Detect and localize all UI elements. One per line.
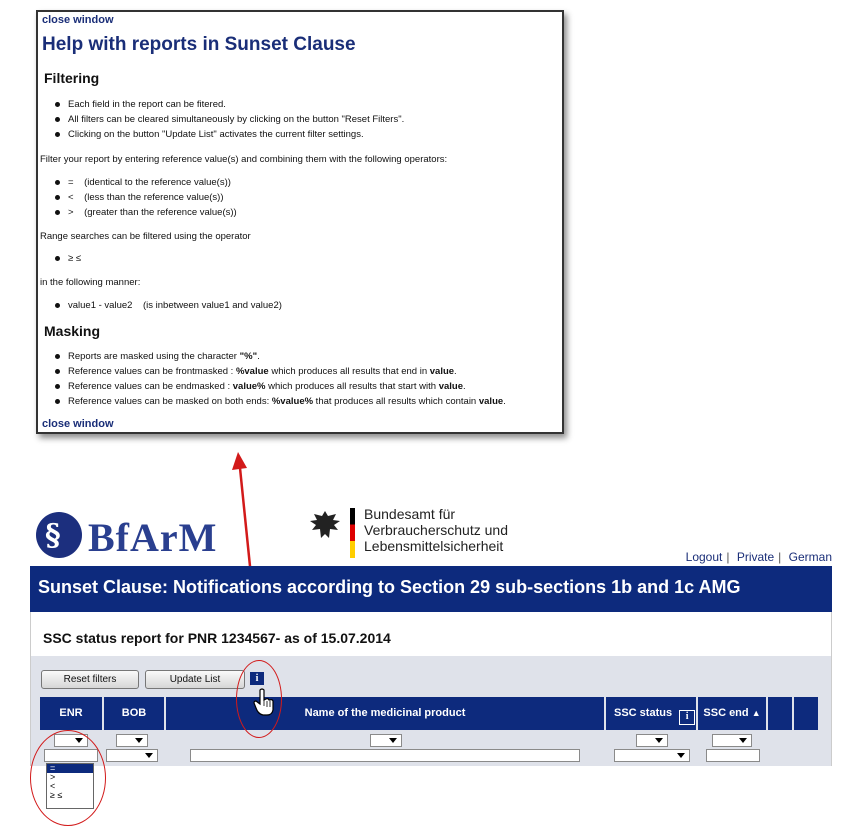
- masking-heading: Masking: [44, 323, 101, 339]
- operator-option[interactable]: =: [47, 764, 93, 773]
- logout-link[interactable]: Logout: [685, 550, 723, 564]
- ministry-logo: [308, 506, 548, 562]
- report-subtitle: SSC status report for PNR 1234567- as of 15.07.2014: [30, 612, 832, 656]
- filtering-item: Clicking on the button "Update List" activates the current filter settings.: [68, 129, 364, 140]
- range-example-item: value1 - value2 (is inbetween value1 and value2): [68, 300, 282, 311]
- private-link[interactable]: Private: [736, 550, 775, 564]
- info-icon[interactable]: i: [250, 672, 264, 685]
- masking-item: Reports are masked using the character "%".: [68, 351, 260, 362]
- operator-option[interactable]: >: [50, 772, 56, 782]
- help-title: Help with reports in Sunset Clause: [42, 34, 356, 55]
- masking-item: Reference values can be endmasked : value% which produces all results that start with value.: [68, 381, 466, 392]
- status-filter-dropdown[interactable]: [636, 734, 668, 747]
- manner-intro: in the following manner:: [40, 277, 141, 288]
- close-window-link-bottom[interactable]: close window: [42, 418, 114, 430]
- column-header-extra-2: [794, 697, 820, 730]
- masking-item: Reference values can be frontmasked : %value which produces all results that end in value.: [68, 366, 457, 377]
- masking-item: Reference values can be masked on both ends: %value% that produces all results which contain value.: [68, 396, 506, 407]
- end-filter-dropdown[interactable]: [712, 734, 752, 747]
- operator-option[interactable]: ≥ ≤: [50, 790, 63, 800]
- operator-item: > (greater than the reference value(s)): [68, 207, 237, 218]
- filtering-heading: Filtering: [44, 70, 100, 86]
- top-links: Logout | Private | German: [685, 550, 832, 564]
- column-header-bob[interactable]: BOB: [104, 697, 166, 730]
- bob-value-dropdown[interactable]: [106, 749, 158, 762]
- filtering-item: All filters can be cleared simultaneously by clicking on the button "Reset Filters".: [68, 114, 405, 125]
- operators-intro: Filter your report by entering reference value(s) and combining them with the following operators:: [40, 154, 448, 165]
- dropdown-callout-ellipse: [30, 730, 106, 826]
- column-header-extra-1: [768, 697, 794, 730]
- column-header-enr[interactable]: ENR: [40, 697, 104, 730]
- column-header-ssc-status[interactable]: SSC status i: [606, 697, 698, 730]
- flag-bar: [350, 508, 355, 558]
- operator-item: = (identical to the reference value(s)): [68, 177, 231, 188]
- ministry-name: Bundesamt für Verbraucherschutz und Lebensmittelsicherheit: [364, 506, 508, 554]
- status-value-dropdown[interactable]: [614, 749, 690, 762]
- eagle-icon: [308, 508, 342, 542]
- column-header-name[interactable]: Name of the medicinal product: [166, 697, 606, 730]
- range-intro: Range searches can be filtered using the operator: [40, 231, 251, 242]
- close-window-link-top[interactable]: close window: [42, 14, 114, 26]
- end-filter-input[interactable]: [706, 749, 760, 762]
- operator-item: < (less than the reference value(s)): [68, 192, 224, 203]
- reset-filters-button[interactable]: Reset filters: [41, 670, 139, 689]
- operator-option[interactable]: <: [50, 781, 56, 791]
- bob-filter-dropdown[interactable]: [116, 734, 148, 747]
- bfarm-emblem-icon: §: [36, 512, 82, 558]
- status-info-icon[interactable]: i: [679, 710, 695, 725]
- range-operator-item: ≥ ≤: [68, 253, 82, 264]
- name-filter-input[interactable]: [190, 749, 580, 762]
- sort-up-icon: ▲: [751, 708, 761, 718]
- page-banner: Sunset Clause: Notifications according to Section 29 sub-sections 1b and 1c AMG: [30, 566, 832, 612]
- bfarm-logo: § BfArM: [36, 510, 236, 560]
- name-filter-dropdown[interactable]: [370, 734, 402, 747]
- info-callout-ellipse: [236, 660, 282, 738]
- update-list-button[interactable]: Update List: [145, 670, 245, 689]
- german-link[interactable]: German: [788, 550, 832, 564]
- column-header-ssc-end[interactable]: SSC end ▲: [698, 697, 768, 730]
- filtering-item: Each field in the report can be fitered.: [68, 99, 226, 110]
